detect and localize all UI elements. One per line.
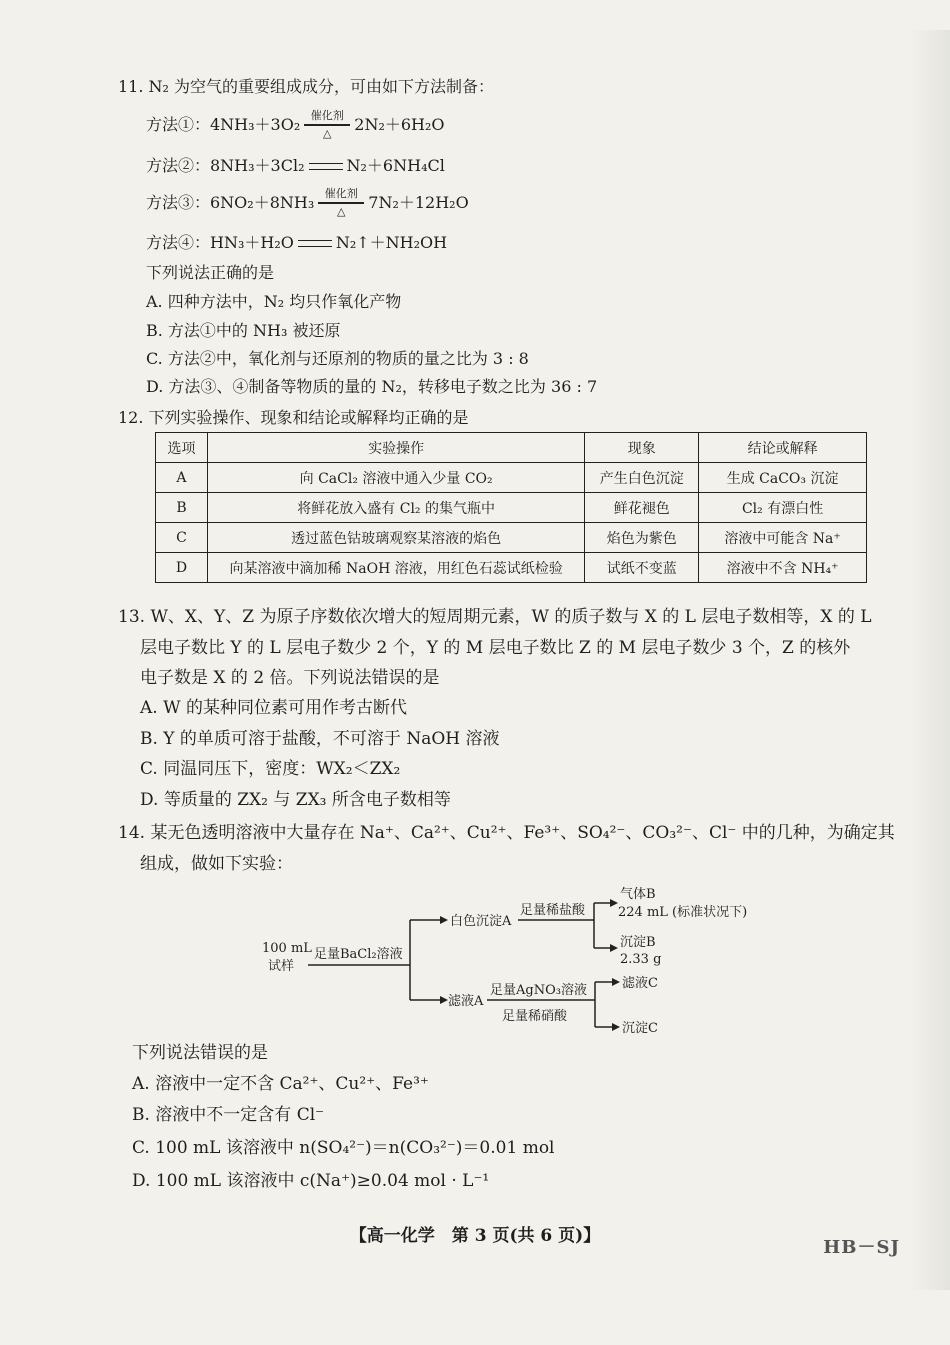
flow-filtrate-a: 滤液A [448,994,484,1009]
flow-sample-volume: 100 mL [262,941,312,956]
cell: B [156,493,208,523]
q14-line-2: 组成，做如下实验： [140,854,293,874]
q14-option-b: B. 溶液中不一定含有 Cl⁻ [132,1105,325,1125]
cell: 焰色为紫色 [585,523,699,553]
q13-option-c: C. 同温同压下，密度：WX₂＜ZX₂ [140,759,401,779]
flow-gas-b: 气体B [620,887,656,902]
q11-m3-cond-bot: △ [337,205,346,218]
cell: D [156,553,208,583]
q13-option-d: D. 等质量的 ZX₂ 与 ZX₃ 所含电子数相等 [140,790,451,810]
cell: 透过蓝色钴玻璃观察某溶液的焰色 [207,523,584,553]
flow-reagent-bacl2: 足量BaCl₂溶液 [314,947,403,962]
q11-m3-cond-top: 催化剂 [324,187,358,200]
cell: A [156,463,208,493]
q11-m4-suffix: N₂↑＋NH₂OH [335,233,448,252]
cell: Cl₂ 有漂白性 [699,493,867,523]
page-footer: 【高一化学 第 3 页(共 6 页)】 [349,1226,601,1246]
q11-m2-prefix: 方法②：8NH₃＋3Cl₂ [146,156,305,175]
q11-m3-prefix: 方法③：6NO₂＋8NH₃ [146,193,315,212]
paper-code: HB－SJ [823,1237,900,1258]
q14-option-a: A. 溶液中一定不含 Ca²⁺、Cu²⁺、Fe³⁺ [132,1074,429,1094]
q13-option-b: B. Y 的单质可溶于盐酸，不可溶于 NaOH 溶液 [140,729,500,749]
flow-gas-b-volume: 224 mL (标准状况下) [618,905,748,920]
q13-line-1: 13. W、X、Y、Z 为原子序数依次增大的短周期元素，W 的质子数与 X 的 L 层电子数相等，X 的 L [118,607,872,627]
q11-m1-cond-top: 催化剂 [310,109,344,122]
q11-m3-suffix: 7N₂＋12H₂O [368,193,469,212]
q11-option-d: D. 方法③、④制备等物质的量的 N₂，转移电子数之比为 36 : 7 [146,377,598,396]
header-option: 选项 [156,433,208,463]
q11-option-c: C. 方法②中，氧化剂与还原剂的物质的量之比为 3 : 8 [146,349,529,368]
q11-ask: 下列说法正确的是 [146,263,275,282]
flow-reagent-hcl: 足量稀盐酸 [520,903,586,918]
header-operation: 实验操作 [207,433,584,463]
cell: 试纸不变蓝 [585,553,699,583]
flow-precipitate-b-mass: 2.33 g [620,952,662,967]
q11-m1-prefix: 方法①：4NH₃＋3O₂ [146,115,301,134]
q11-m4-prefix: 方法④：HN₃＋H₂O [146,233,294,252]
cell: 生成 CaCO₃ 沉淀 [699,463,867,493]
header-phenomenon: 现象 [585,433,699,463]
flow-filtrate-c: 滤液C [622,976,658,991]
q14-option-c: C. 100 mL 该溶液中 n(SO₄²⁻)＝n(CO₃²⁻)＝0.01 mol [132,1138,555,1158]
q13-line-2: 层电子数比 Y 的 L 层电子数少 2 个，Y 的 M 层电子数比 Z 的 M 层电子数少 3 个，Z 的核外 [140,638,851,658]
cell: 向某溶液中滴加稀 NaOH 溶液，用红色石蕊试纸检验 [207,553,584,583]
cell: 将鲜花放入盛有 Cl₂ 的集气瓶中 [207,493,584,523]
cell: 溶液中可能含 Na⁺ [699,523,867,553]
q11-m1-cond-bot: △ [323,127,332,140]
header-conclusion: 结论或解释 [699,433,867,463]
flow-precipitate-c: 沉淀C [622,1021,658,1036]
flow-white-precipitate-a: 白色沉淀A [450,914,512,929]
q11-option-a: A. 四种方法中，N₂ 均只作氧化产物 [146,292,402,311]
flow-reagent-hno3: 足量稀硝酸 [502,1009,568,1024]
q13-option-a: A. W 的某种同位素可用作考古断代 [140,698,407,718]
q14-ask: 下列说法错误的是 [132,1043,268,1063]
q12-stem: 12. 下列实验操作、现象和结论或解释均正确的是 [118,408,469,427]
cell: 溶液中不含 NH₄⁺ [699,553,867,583]
cell: 产生白色沉淀 [585,463,699,493]
q14-line-1: 14. 某无色透明溶液中大量存在 Na⁺、Ca²⁺、Cu²⁺、Fe³⁺、SO₄²⁻、CO₃²⁻、Cl⁻ 中的几种，为确定其 [118,823,895,843]
q13-line-3: 电子数是 X 的 2 倍。下列说法错误的是 [140,668,440,688]
flow-sample-label: 试样 [268,959,295,974]
cell: 向 CaCl₂ 溶液中通入少量 CO₂ [207,463,584,493]
flow-precipitate-b: 沉淀B [620,935,656,950]
q11-stem: 11. N₂ 为空气的重要组成成分，可由如下方法制备： [118,77,495,96]
q11-m2-suffix: N₂＋6NH₄Cl [346,156,445,175]
cell: C [156,523,208,553]
q14-option-d: D. 100 mL 该溶液中 c(Na⁺)≥0.04 mol · L⁻¹ [132,1171,490,1191]
q11-m1-suffix: 2N₂＋6H₂O [354,115,445,134]
flow-reagent-agno3: 足量AgNO₃溶液 [490,983,587,998]
cell: 鲜花褪色 [585,493,699,523]
q11-option-b: B. 方法①中的 NH₃ 被还原 [146,321,341,340]
